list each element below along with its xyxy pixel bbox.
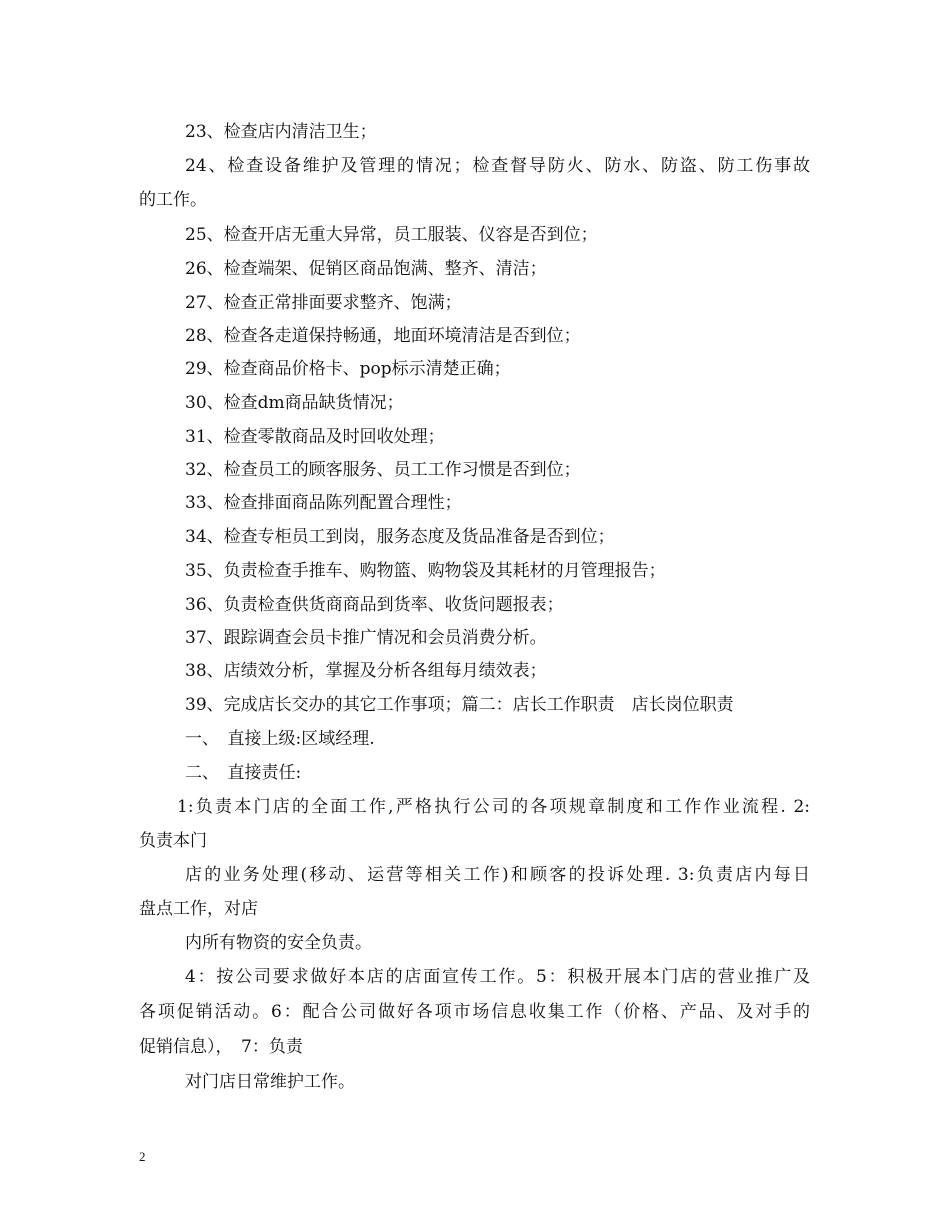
text-line-34: 34、检查专柜员工到岗，服务态度及货品准备是否到位；: [185, 527, 615, 547]
text-line-23: 23、检查店内清洁卫生；: [185, 122, 377, 142]
heading-direct-responsibility: 二、 直接责任:: [185, 763, 302, 783]
text-line-29: 29、检查商品价格卡、pop标示清楚正确；: [185, 359, 511, 379]
text-line-duty-5: 各项促销活动。6：配合公司做好各项市场信息收集工作（价格、产品、及对手的: [139, 1002, 810, 1022]
text-line-36: 36、负责检查供货商商品到货率、收货问题报表；: [185, 595, 564, 615]
page-number: 2: [139, 1149, 146, 1164]
text-line-duty-1: 1:负责本门店的全面工作,严格执行公司的各项规章制度和工作作业流程. 2:: [177, 797, 810, 817]
text-line-26: 26、检查端架、促销区商品饱满、整齐、清洁；: [185, 259, 547, 279]
text-line-38: 38、店绩效分析，掌握及分析各组每月绩效表；: [185, 661, 547, 681]
text-line-duty-6: 促销信息）， 7：负责: [139, 1037, 303, 1057]
text-line-duty-2-cont: 盘点工作，对店: [139, 899, 258, 919]
text-line-37: 37、跟踪调查会员卡推广情况和会员消费分析。: [185, 628, 547, 648]
text-line-duty-2: 店的业务处理(移动、运营等相关工作)和顾客的投诉处理. 3:负责店内每日: [185, 865, 810, 885]
text-line-31: 31、检查零散商品及时回收处理；: [185, 427, 445, 447]
text-line-25: 25、检查开店无重大异常，员工服装、仪容是否到位；: [185, 225, 598, 245]
text-line-duty-4: 4：按公司要求做好本店的店面宣传工作。5：积极开展本门店的营业推广及: [185, 967, 810, 987]
text-line-33: 33、检查排面商品陈列配置合理性；: [185, 493, 462, 513]
heading-direct-superior: 一、 直接上级:区域经理.: [185, 729, 375, 749]
text-line-27: 27、检查正常排面要求整齐、饱满；: [185, 293, 462, 313]
text-line-28: 28、检查各走道保持畅通，地面环境清洁是否到位；: [185, 326, 581, 346]
text-line-duty-1-cont: 负责本门: [139, 831, 207, 851]
text-line-24: 24、检查设备维护及管理的情况；检查督导防火、防水、防盗、防工伤事故: [185, 156, 810, 176]
text-line-duty-7: 对门店日常维护工作。: [185, 1072, 355, 1092]
text-line-39: 39、完成店长交办的其它工作事项；篇二：店长工作职责 店长岗位职责: [185, 695, 734, 715]
text-line-duty-3: 内所有物资的安全负责。: [185, 933, 372, 953]
text-line-32: 32、检查员工的顾客服务、员工工作习惯是否到位；: [185, 460, 581, 480]
text-line-24-cont: 的工作。: [139, 190, 207, 210]
text-line-30: 30、检查dm商品缺货情况；: [185, 393, 404, 413]
text-line-35: 35、负责检查手推车、购物篮、购物袋及其耗材的月管理报告；: [185, 561, 666, 581]
